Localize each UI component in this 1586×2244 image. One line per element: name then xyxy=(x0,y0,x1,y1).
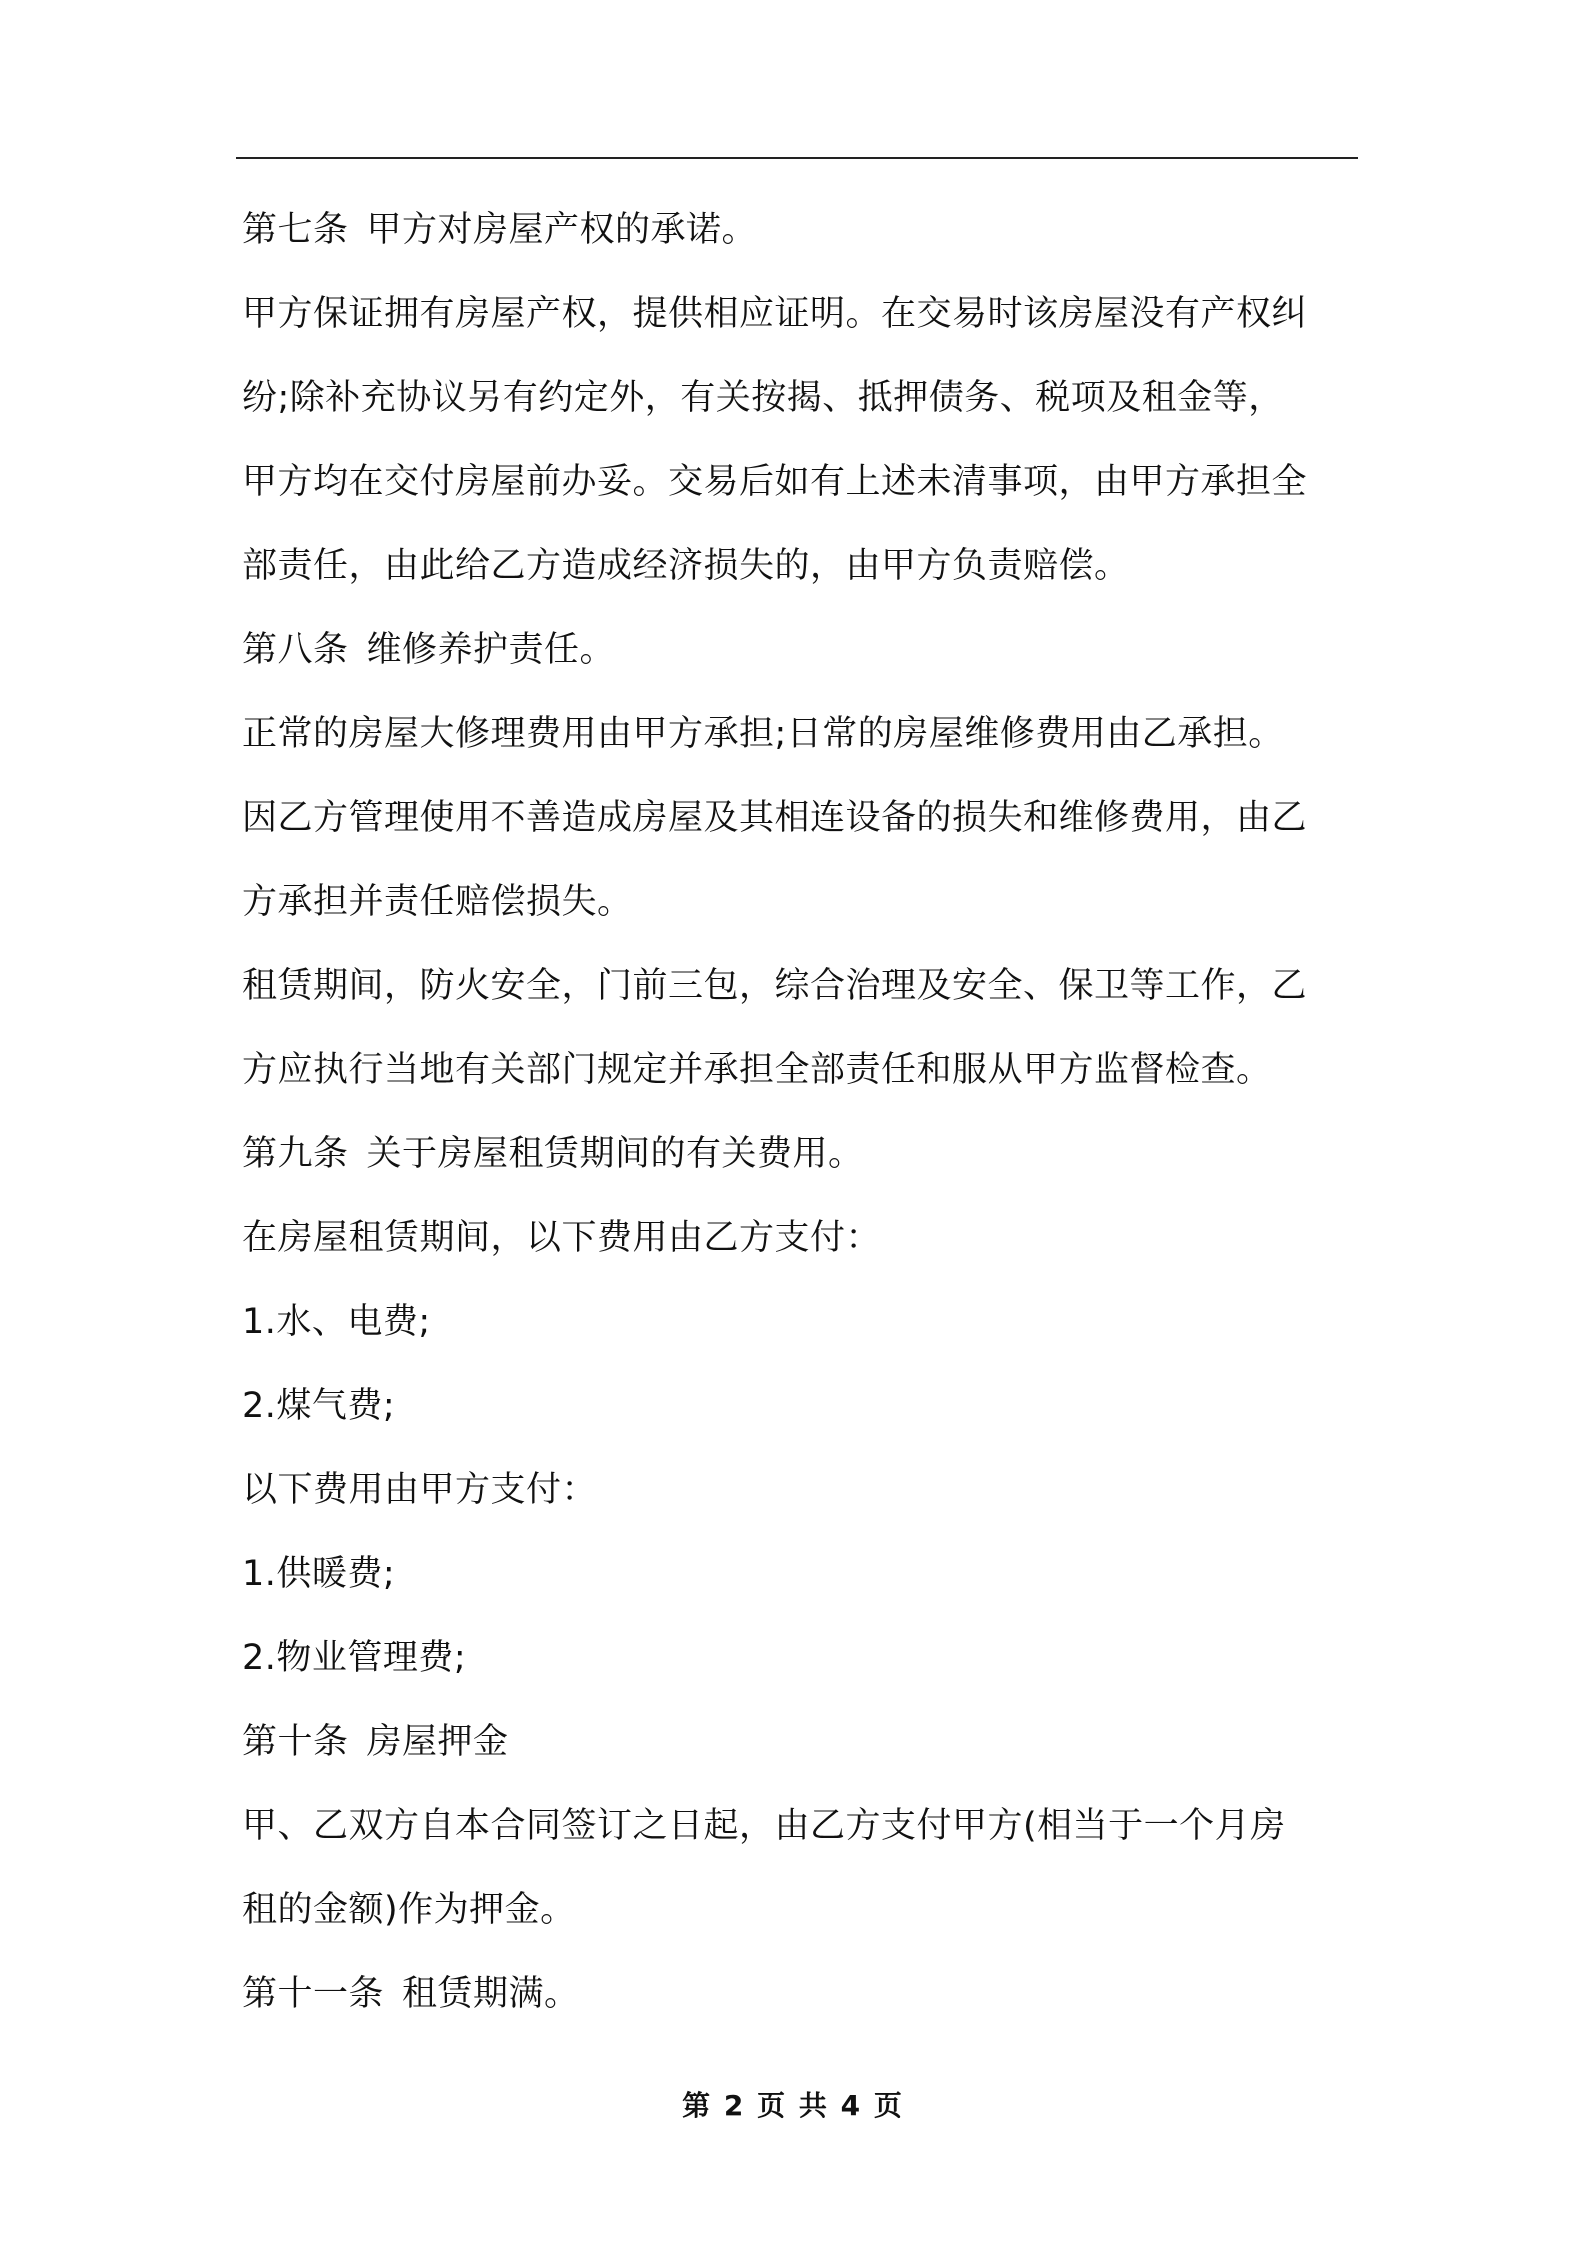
line-text: 正常的房屋大修理费用由甲方承担;日常的房屋维修费用由乙承担。 xyxy=(242,714,1284,754)
article-heading xyxy=(242,1952,1362,2036)
document-body xyxy=(242,188,1362,2036)
line-text: 2.煤气费; xyxy=(242,1386,396,1426)
line-text: 1.供暖费; xyxy=(242,1554,396,1594)
body-text-line xyxy=(242,272,1362,356)
body-text-line xyxy=(242,692,1362,776)
line-text: 在房屋租赁期间，以下费用由乙方支付： xyxy=(242,1218,882,1258)
line-text: 部责任，由此给乙方造成经济损失的，由甲方负责赔偿。 xyxy=(242,546,1130,586)
body-text-line xyxy=(242,1028,1362,1112)
body-text-line xyxy=(242,440,1362,524)
page-footer: 第 2 页 共 4 页 xyxy=(682,2089,904,2122)
body-text-line xyxy=(242,860,1362,944)
body-text-line xyxy=(242,1280,1362,1364)
article-number: 第九条 xyxy=(242,1134,349,1174)
line-text: 甲方均在交付房屋前办妥。交易后如有上述未清事项，由甲方承担全 xyxy=(242,462,1308,502)
line-text: 租赁期间，防火安全，门前三包，综合治理及安全、保卫等工作，乙 xyxy=(242,966,1308,1006)
article-heading xyxy=(242,188,1362,272)
body-text-line xyxy=(242,524,1362,608)
line-text: 2.物业管理费; xyxy=(242,1638,467,1678)
line-text: 甲方保证拥有房屋产权，提供相应证明。在交易时该房屋没有产权纠 xyxy=(242,294,1308,334)
article-title: 甲方对房屋产权的承诺。 xyxy=(366,210,758,250)
line-text: 租的金额)作为押金。 xyxy=(242,1890,576,1930)
article-number: 第八条 xyxy=(242,630,349,670)
line-text: 方承担并责任赔偿损失。 xyxy=(242,882,633,922)
article-heading xyxy=(242,1112,1362,1196)
body-text-line xyxy=(242,1196,1362,1280)
body-text-line xyxy=(242,1616,1362,1700)
line-text: 方应执行当地有关部门规定并承担全部责任和服从甲方监督检查。 xyxy=(242,1050,1272,1090)
body-text-line xyxy=(242,1364,1362,1448)
line-text: 因乙方管理使用不善造成房屋及其相连设备的损失和维修费用，由乙 xyxy=(242,798,1308,838)
body-text-line xyxy=(242,944,1362,1028)
article-title: 关于房屋租赁期间的有关费用。 xyxy=(366,1134,864,1174)
article-number: 第七条 xyxy=(242,210,349,250)
line-text: 以下费用由甲方支付： xyxy=(242,1470,598,1510)
line-text: 甲、乙双方自本合同签订之日起，由乙方支付甲方(相当于一个月房 xyxy=(242,1806,1286,1846)
body-text-line xyxy=(242,776,1362,860)
article-number: 第十一条 xyxy=(242,1974,385,2014)
article-heading xyxy=(242,1700,1362,1784)
header-divider xyxy=(236,157,1358,159)
body-text-line xyxy=(242,356,1362,440)
line-text: 1.水、电费; xyxy=(242,1302,431,1342)
body-text-line xyxy=(242,1868,1362,1952)
article-title: 房屋押金 xyxy=(366,1722,509,1762)
body-text-line xyxy=(242,1532,1362,1616)
body-text-line xyxy=(242,1448,1362,1532)
line-text: 纷;除补充协议另有约定外，有关按揭、抵押债务、税项及租金等， xyxy=(242,378,1284,418)
article-title: 租赁期满。 xyxy=(402,1974,580,2014)
article-title: 维修养护责任。 xyxy=(366,630,616,670)
body-text-line xyxy=(242,1784,1362,1868)
article-heading xyxy=(242,608,1362,692)
article-number: 第十条 xyxy=(242,1722,349,1762)
